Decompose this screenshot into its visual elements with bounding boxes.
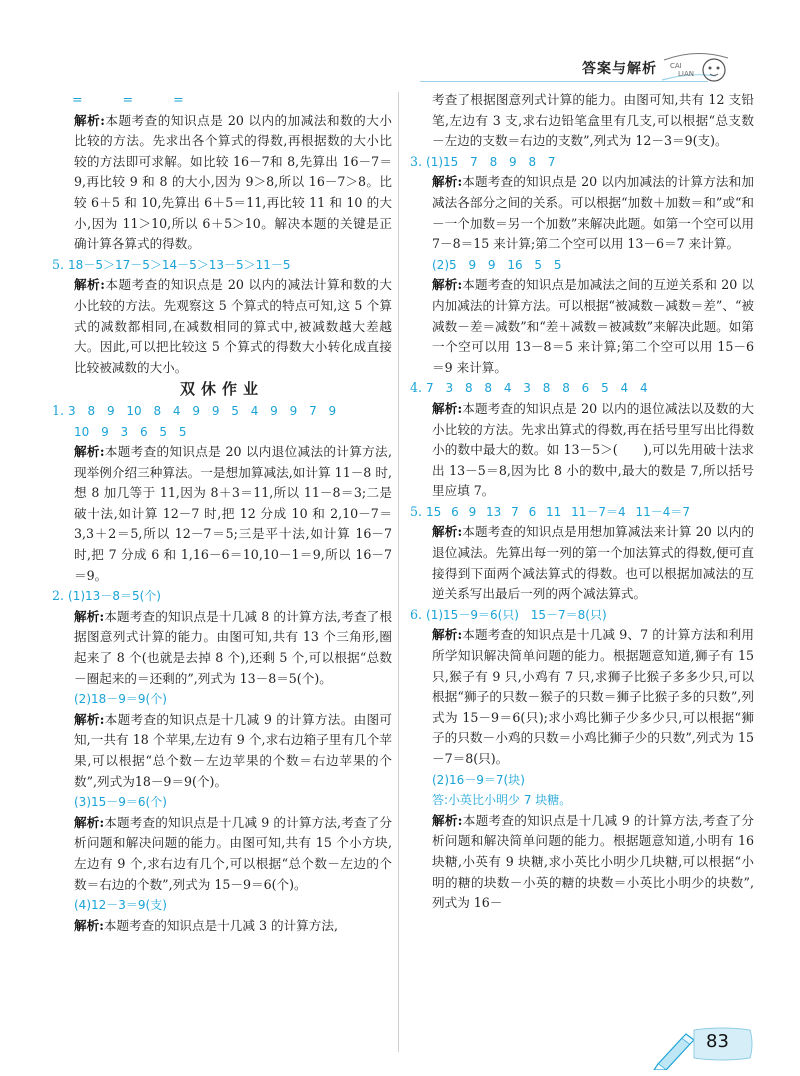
left-column <box>52 90 392 936</box>
section-heading: 双休作业 <box>179 380 264 399</box>
continued-paragraph: 考查了根据图意列式计算的能力。由图可知,共有 12 支铅笔,左边有 3 支,求右边铅笔盒里有几支,可以根据“总支数－左边的支数＝右边的支数”,列式为 12－3＝9(支)。 <box>432 92 754 149</box>
question-1-answers-continued: 10 9 3 6 5 5 <box>74 424 187 439</box>
sub-answer: (2)18－9＝9(个) <box>74 692 167 707</box>
question-5: 5. 15 6 9 13 7 6 11 11－7＝4 11－4＝7 <box>410 503 690 519</box>
question-6: 6. (1)15－9＝6(只) 15－7＝8(只) <box>410 606 607 622</box>
question-3: 3. (1)15 7 8 9 8 7 <box>410 153 556 169</box>
sub-answer: (2)16－9＝7(块) <box>432 772 525 787</box>
column-divider <box>398 92 399 1052</box>
page-number: 83 <box>706 1031 729 1052</box>
svg-text:LIAN: LIAN <box>678 70 694 78</box>
explanation-paragraph: 解析:本题考查的知识点是十几减 9、7 的计算方法和利用所学知识解决简单问题的能力。根据题意知道,狮子有 15 只,猴子有 9 只,小鸡有 7 只,求狮子比猴子多多少只,可以根据“狮子的只数－猴子的只数＝狮子比猴子多的只数”,列式为 15－9＝6(只);求小鸡比狮子少多少只,可以根据“狮子的只数－小鸡的只数＝小鸡比狮子少的只数”,列式为 15－7＝8(只)。 <box>432 627 754 766</box>
explanation-paragraph: 解析:本题考查的知识点是 20 以内加减法的计算方法和加减法各部分之间的关系。可以根据“加数＋加数＝和”或“和－一个加数＝另一个加数”来解决此题。如第一个空可以用 7－8＝15 来计算;第二个空可以用 13－6＝7 来计算。 <box>432 174 754 252</box>
explanation-paragraph: 解析:本题考查的知识点是十几减 9 的计算方法,考查了分析问题和解决问题的能力。由图可知,共有 15 个小方块,左边有 9 个,求右边有几个,可以根据“总个数－左边的个数＝右边的个数”,列式为 15－9＝6(个)。 <box>74 814 392 892</box>
sub-answer: (4)12－3＝9(支) <box>74 898 167 913</box>
explanation-paragraph: 解析:本题考查的知识点是用想加算减法来计算 20 以内的退位减法。先算出每一列的第一个加法算式的得数,便可直接得到下面两个减法算式的得数。也可以根据加减法的互逆关系写出最后一列的两个减法算式。 <box>432 524 754 602</box>
question-1: 1. 3 8 9 10 8 4 9 9 5 4 9 9 7 9 <box>52 402 337 418</box>
explanation-paragraph: 解析:本题考查的知识点是 20 以内退位减法的计算方法,现举例介绍三种算法。一是想加算减法,如计算 11－8 时,想 8 加几等于 11,因为 8＋3＝11,所以 11－8＝3;二是破十法,如计算 12－7 时,把 12 分成 10 和 2,10－7＝3,3＋2＝5,所以 12－7＝5;三是平十法,如计算 16－7 时,把 7 分成 6 和 1,16－6＝10,10－1＝9,所以 16－7＝9。 <box>74 444 392 583</box>
page-number-badge <box>692 1026 754 1062</box>
explanation-paragraph: 解析:本题考查的知识点是十几减 8 的计算方法,考查了根据图意列式计算的能力。由图可知,共有 13 个三角形,圈起来了 8 个(也就是去掉 8 个),还剩 5 个,可以根据“总数－圈起来的＝还剩的”,列式为 13－8＝5(个)。 <box>74 608 392 686</box>
explanation-paragraph: 解析:本题考查的知识点是 20 以内的加减法和数的大小比较的方法。先求出各个算式的得数,再根据数的大小比较的方法即可求解。如比较 16－7和 8,先算出 16－7＝9,再比较 9 和 8 的大小,因为 9＞8,所以 16－7＞8。比较 6＋5 和 10,先算出 6＋5＝11,再比较 11 和 10 的大小,因为 11＞10,所以 6＋5＞10。解决本题的关键是正确计算各算式的得数。 <box>74 112 392 252</box>
brand-logo-icon <box>660 46 732 92</box>
svg-text:CAI: CAI <box>670 62 682 70</box>
right-column <box>410 90 754 914</box>
pencil-icon <box>652 1030 696 1070</box>
sub-answer-conclusion: 答:小英比小明少 7 块糖。 <box>432 793 572 808</box>
question-4: 4. 7 3 8 8 4 3 8 8 6 5 4 4 <box>410 380 648 396</box>
explanation-paragraph: 解析:本题考查的知识点是 20 以内的退位减法以及数的大小比较的方法。先求出算式的得数,再在括号里写出比得数小的数中最大的数。如 13－5＞( ),可以先用破十法求出 13－5＝8,因为比 8 小的数中,最大的数是 7,所以括号里应填 7。 <box>432 400 754 499</box>
sub-answer: (3)15－9＝6(个) <box>74 795 167 810</box>
question-5: 5. 18－5＞17－5＞14－5＞13－5＞11－5 <box>52 256 291 272</box>
top-equals-row: = = = <box>72 92 202 107</box>
explanation-paragraph: 解析:本题考查的知识点是 20 以内的减法计算和数的大小比较的方法。先观察这 5 个算式的特点可知,这 5 个算式的减数都相同,在减数相同的算式中,被减数越大差越大。因此,可以把比较这 5 个算式的得数大小转化成直接比较被减数的大小。 <box>74 277 392 375</box>
question-2: 2. (1)13－8＝5(个) <box>52 588 161 604</box>
explanation-paragraph: 解析:本题考查的知识点是十几减 9 的计算方法。由图可知,一共有 18 个苹果,左边有 9 个,求右边箱子里有几个苹果,可以根据“总个数－左边苹果的个数＝右边苹果的个数”,列式为18－9＝9(个)。 <box>74 711 392 789</box>
sub-answer: (2)5 9 9 16 5 5 <box>432 257 562 272</box>
header-title: 答案与解析 <box>582 61 657 77</box>
explanation-paragraph: 解析:本题考查的知识点是加减法之间的互逆关系和 20 以内加减法的计算方法。可以根据“被减数－减数＝差”、“被减数－差＝减数”和“差＋减数＝被减数”来解决此题。如第一个空可以用 13－8＝5 来计算;第二个空可以用 15－6＝9 来计算。 <box>432 277 754 375</box>
explanation-paragraph: 解析:本题考查的知识点是十几减 9 的计算方法,考查了分析问题和解决简单问题的能力。根据题意知道,小明有 16 块糖,小英有 9 块糖,求小英比小明少几块糖,可以根据“小明的糖的块数－小英的糖的块数＝小英比小明少的块数”,列式为 16－ <box>432 812 754 911</box>
explanation-paragraph: 解析:本题考查的知识点是十几减 3 的计算方法, <box>74 917 338 933</box>
